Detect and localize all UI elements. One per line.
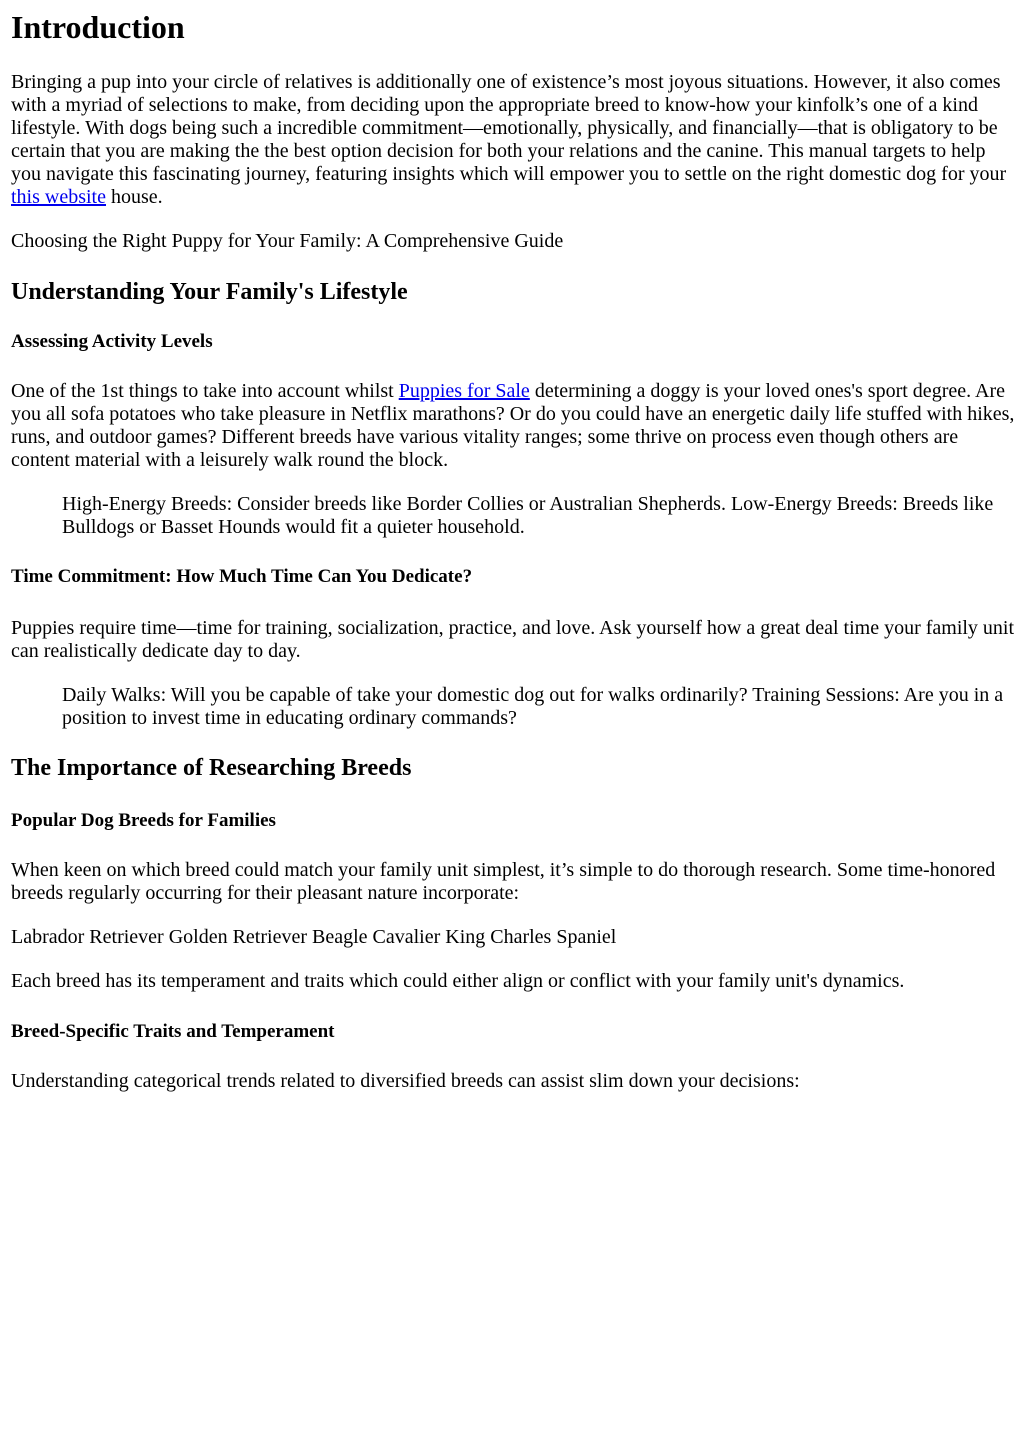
activity-heading: Assessing Activity Levels bbox=[11, 331, 213, 352]
guide-title: Choosing the Right Puppy for Your Family: A Comprehensive Guide bbox=[11, 230, 564, 252]
time-quote: Daily Walks: Will you be capable of take your domestic dog out for walks ordinarily? Training Sessions: Are you in a position to invest time in educating ordinary commands? bbox=[62, 684, 1004, 729]
time-heading: Time Commitment: How Much Time Can You Dedicate? bbox=[11, 566, 473, 587]
lifestyle-heading: Understanding Your Family's Lifestyle bbox=[11, 279, 408, 305]
activity-text-before: One of the 1st things to take into account whilst bbox=[11, 380, 399, 402]
popular-breeds-heading: Popular Dog Breeds for Families bbox=[11, 810, 276, 831]
breeds-list: Labrador Retriever Golden Retriever Beagle Cavalier King Charles Spaniel bbox=[11, 926, 617, 948]
activity-text-after: determining a doggy is your loved ones's sport degree. Are you all sofa potatoes who take pleasure in Netflix marathons? Or do you could have an energetic daily life stuffed with hikes, runs, and outdoor games? Different breeds have various vitality ranges; some thrive on process even though others are content material with a leisurely walk round the block. bbox=[11, 380, 1015, 471]
popular-breeds-paragraph: When keen on which breed could match your family unit simplest, it’s simple to do thorough research. Some time-honored breeds regularly occurring for their pleasant nature incorporate: bbox=[11, 859, 996, 904]
intro-heading: Introduction bbox=[11, 9, 185, 45]
activity-paragraph bbox=[11, 380, 1015, 472]
time-paragraph: Puppies require time—time for training, socialization, practice, and love. Ask yourself how a great deal time your family unit can realistically dedicate day to day. bbox=[11, 617, 1015, 662]
traits-paragraph: Understanding categorical trends related to diversified breeds can assist slim down your decisions: bbox=[11, 1070, 800, 1092]
research-heading: The Importance of Researching Breeds bbox=[11, 755, 412, 781]
energy-breeds-quote: High-Energy Breeds: Consider breeds like Border Collies or Australian Shepherds. Low-Energy Breeds: Breeds like Bulldogs or Basset Hounds would fit a quieter household. bbox=[62, 493, 994, 538]
puppies-for-sale-link[interactable]: Puppies for Sale bbox=[398, 380, 530, 402]
temperament-note: Each breed has its temperament and traits which could either align or conflict with your family unit's dynamics. bbox=[11, 970, 905, 992]
traits-heading: Breed-Specific Traits and Temperament bbox=[11, 1021, 335, 1042]
article bbox=[11, 0, 1015, 1093]
intro-text-before: Bringing a pup into your circle of relatives is additionally one of existence’s most joyous situations. However, it also comes with a myriad of selections to make, from deciding upon the appropriate breed to know-how your kinfolk’s one of a kind lifestyle. With dogs being such a incredible commitment—emotionally, physically, and financially—that is obligatory to be certain that you are making the the best option decision for both your relations and the canine. This manual targets to help you navigate this fascinating journey, featuring insights which will empower you to settle on the right domestic dog for your bbox=[11, 71, 1007, 185]
intro-paragraph bbox=[11, 71, 1015, 209]
intro-text-after: house. bbox=[106, 186, 163, 208]
this-website-link[interactable]: this website bbox=[11, 186, 106, 208]
